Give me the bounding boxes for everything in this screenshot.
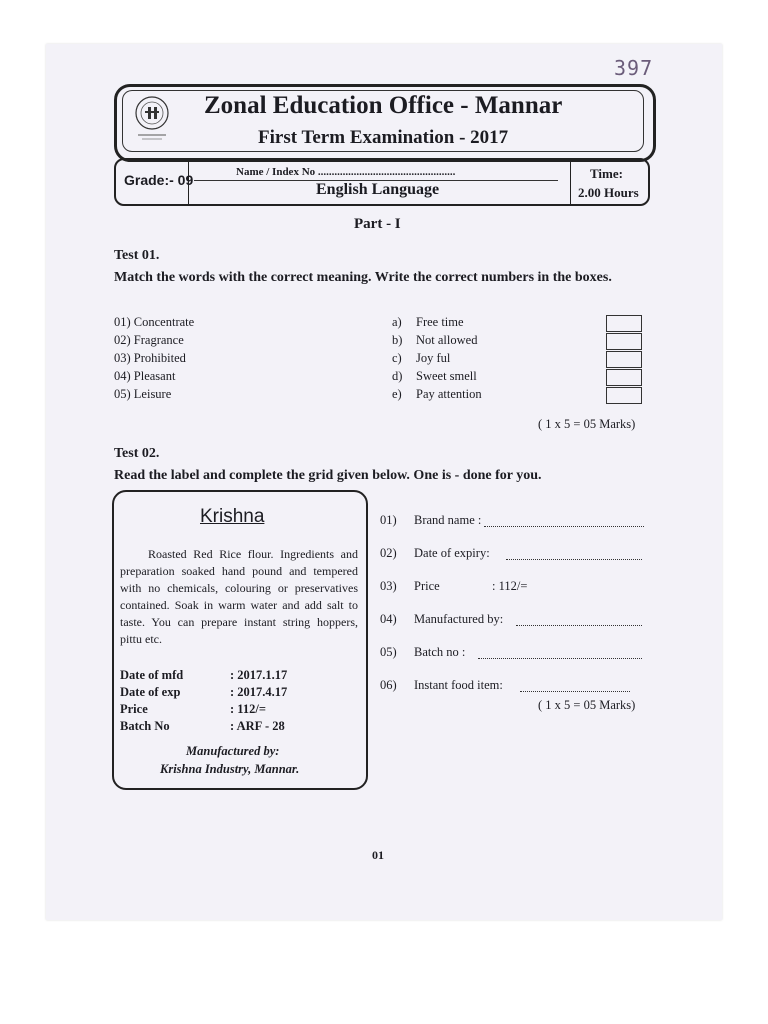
word-item: 03) Prohibited bbox=[114, 351, 186, 365]
name-index-field[interactable]: Name / Index No .................................................. bbox=[236, 166, 456, 178]
footer-page-number: 01 bbox=[372, 848, 384, 862]
meaning-letter: e) bbox=[392, 387, 402, 401]
grid-number: 01) bbox=[380, 513, 397, 527]
product-brand-title: Krishna bbox=[200, 506, 265, 527]
part-title: Part - I bbox=[354, 216, 401, 232]
label-detail-value: : 112/= bbox=[230, 702, 266, 716]
grid-answer-line[interactable] bbox=[520, 691, 630, 692]
label-detail-value: : 2017.1.17 bbox=[230, 668, 288, 682]
grid-answer-example: : 112/= bbox=[492, 579, 528, 593]
test1-marks: ( 1 x 5 = 05 Marks) bbox=[538, 417, 636, 431]
test2-marks: ( 1 x 5 = 05 Marks) bbox=[538, 698, 636, 712]
label-detail-key: Date of mfd bbox=[120, 668, 184, 682]
grid-answer-line[interactable] bbox=[506, 559, 642, 560]
office-title: Zonal Education Office - Mannar bbox=[204, 92, 563, 119]
meaning-letter: a) bbox=[392, 315, 402, 329]
grid-label: Date of expiry: bbox=[414, 546, 490, 560]
word-item: 05) Leisure bbox=[114, 387, 172, 401]
grid-number: 02) bbox=[380, 546, 397, 560]
grid-answer-line[interactable] bbox=[478, 658, 642, 659]
answer-box[interactable] bbox=[606, 351, 642, 368]
grid-number: 05) bbox=[380, 645, 397, 659]
time-label: Time: bbox=[590, 166, 623, 181]
answer-box[interactable] bbox=[606, 369, 642, 386]
product-description: Roasted Red Rice flour. Ingredients and preparation soaked hand pound and tempered with no chemicals, colouring or preservatives contained. Soak in warm water and add salt to taste. You can prepare instant string hoppers, pittu etc. bbox=[120, 547, 358, 646]
grid-answer-line[interactable] bbox=[484, 526, 644, 527]
grid-answer-line[interactable] bbox=[516, 625, 642, 626]
info-divider bbox=[570, 160, 571, 204]
word-item: 04) Pleasant bbox=[114, 369, 176, 383]
label-detail-key: Price bbox=[120, 702, 148, 716]
handwritten-page-number: 397 bbox=[614, 56, 654, 80]
grid-number: 04) bbox=[380, 612, 397, 626]
answer-box[interactable] bbox=[606, 333, 642, 350]
word-item: 01) Concentrate bbox=[114, 315, 195, 329]
label-detail-key: Batch No bbox=[120, 719, 170, 733]
meaning-text: Free time bbox=[416, 315, 464, 329]
answer-box[interactable] bbox=[606, 315, 642, 332]
manufactured-by-heading: Manufactured by: bbox=[186, 744, 280, 758]
grid-label: Manufactured by: bbox=[414, 612, 504, 626]
grid-label: Batch no : bbox=[414, 645, 466, 659]
meaning-letter: d) bbox=[392, 369, 403, 383]
test1-instruction: Match the words with the correct meaning. Write the correct numbers in the boxes. bbox=[114, 270, 612, 285]
subject-title: English Language bbox=[316, 181, 440, 198]
label-detail-value: : 2017.4.17 bbox=[230, 685, 288, 699]
test2-instruction: Read the label and complete the grid given below. One is - done for you. bbox=[114, 468, 542, 483]
meaning-letter: c) bbox=[392, 351, 402, 365]
manufacturer-name: Krishna Industry, Mannar. bbox=[160, 762, 300, 776]
exam-title: First Term Examination - 2017 bbox=[258, 127, 509, 148]
test2-heading: Test 02. bbox=[114, 446, 160, 461]
time-value: 2.00 Hours bbox=[578, 185, 639, 200]
meaning-text: Sweet smell bbox=[416, 369, 477, 383]
label-detail-value: : ARF - 28 bbox=[230, 719, 285, 733]
test1-heading: Test 01. bbox=[114, 248, 160, 263]
grid-label: Price bbox=[414, 579, 440, 593]
grid-number: 06) bbox=[380, 678, 397, 692]
grid-label: Brand name : bbox=[414, 513, 482, 527]
word-item: 02) Fragrance bbox=[114, 333, 184, 347]
meaning-text: Pay attention bbox=[416, 387, 482, 401]
grade-label: Grade:- 09 bbox=[124, 172, 194, 188]
answer-box[interactable] bbox=[606, 387, 642, 404]
meaning-text: Not allowed bbox=[416, 333, 478, 347]
label-detail-key: Date of exp bbox=[120, 685, 181, 699]
grid-label: Instant food item: bbox=[414, 678, 503, 692]
meaning-text: Joy ful bbox=[416, 351, 451, 365]
meaning-letter: b) bbox=[392, 333, 403, 347]
grid-number: 03) bbox=[380, 579, 397, 593]
school-emblem-icon bbox=[130, 95, 174, 143]
